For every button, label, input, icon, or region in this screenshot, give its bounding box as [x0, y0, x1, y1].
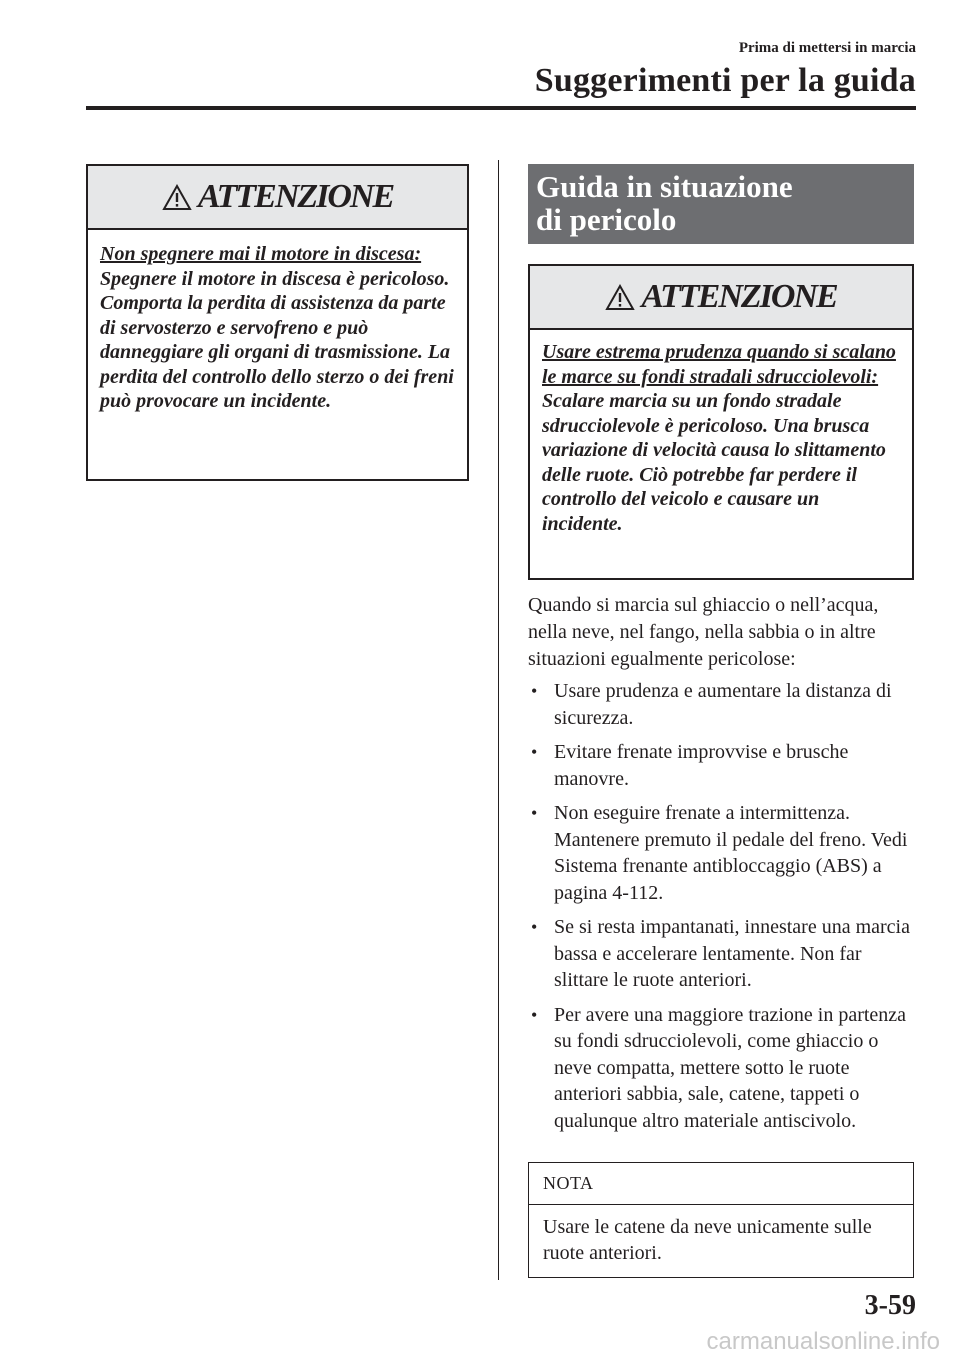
header-section-label: Prima di mettersi in marcia: [738, 40, 916, 56]
warning-text: Spegnere il motore in discesa è pericoloso. Comporta la perdita di assistenza da parte di servosterzo e servofreno e può danneggiare gli organi di trasmissione. La perdita del controllo dello sterzo o dei freni può provocare un incidente.: [100, 267, 454, 412]
warning-title: ATTENZIONE: [197, 178, 394, 215]
warning-title: ATTENZIONE: [641, 278, 837, 315]
bullet-icon: •: [531, 681, 538, 701]
note-box: [528, 1162, 914, 1278]
list-item: [528, 800, 920, 906]
list-item-text: Non eseguire frenate a intermittenza. Mantenere premuto il pedale del freno. Vedi Sistema frenante antibloccaggio (ABS) a pagina 4-112.: [554, 802, 908, 904]
bullet-icon: •: [531, 803, 538, 823]
list-item: [528, 914, 920, 994]
list-item-text: Evitare frenate improvvise e brusche manovre.: [554, 741, 849, 790]
page-number: 3-59: [864, 1290, 916, 1321]
header-rule: [86, 106, 916, 110]
section-heading-line1: Guida in situazione: [536, 169, 793, 204]
warning-header: [88, 166, 467, 230]
list-item: [528, 678, 920, 731]
watermark-link[interactable]: carmanualsonline.info: [706, 1328, 940, 1355]
note-title: NOTA: [529, 1163, 913, 1205]
section-heading: [528, 164, 914, 244]
list-item: [528, 739, 920, 792]
bullet-icon: •: [531, 917, 538, 937]
warning-box-engine-off: [86, 164, 469, 481]
warning-text: Scalare marcia su un fondo stradale sdrucciolevole è pericoloso. Una brusca variazione di velocità causa lo slittamento delle ruote. Ciò potrebbe far perdere il controllo del veicolo e causare un incidente.: [542, 390, 886, 535]
warning-triangle-icon: [605, 284, 635, 311]
bullet-list: [528, 678, 920, 1142]
warning-triangle-icon: [162, 184, 192, 211]
warning-header: [530, 266, 912, 330]
warning-subtitle: Usare estrema prudenza quando si scalano le marce su fondi stradali sdrucciolevoli:: [542, 341, 896, 388]
bullet-icon: •: [531, 1004, 538, 1025]
warning-body: [530, 330, 912, 550]
list-item-text: Se si resta impantanati, innestare una marcia bassa e accelerare lentamente. Non far slittare le ruote anteriori.: [554, 916, 910, 991]
warning-body: [88, 230, 467, 428]
column-divider: [498, 160, 499, 1280]
bullet-icon: •: [531, 742, 538, 762]
intro-paragraph: Quando si marcia sul ghiaccio o nell’acqua, nella neve, nel fango, nella sabbia o in altre situazioni egualmente pericolose:: [528, 594, 879, 670]
page-title: Suggerimenti per la guida: [534, 62, 916, 99]
section-heading-line2: di pericolo: [536, 202, 677, 237]
warning-subtitle: Non spegnere mai il motore in discesa:: [100, 243, 422, 265]
list-item-text: Per avere una maggiore trazione in partenza su fondi sdrucciolevoli, come ghiaccio o neve compatta, mettere sotto le ruote anteriori sabbia, sale, catene, tappeti o qualunque altro materiale antiscivolo.: [554, 1003, 907, 1132]
note-text: Usare le catene da neve unicamente sulle ruote anteriori.: [543, 1216, 872, 1264]
list-item: [528, 1002, 920, 1135]
warning-box-downshift: [528, 264, 914, 580]
list-item-text: Usare prudenza e aumentare la distanza di sicurezza.: [554, 680, 892, 729]
